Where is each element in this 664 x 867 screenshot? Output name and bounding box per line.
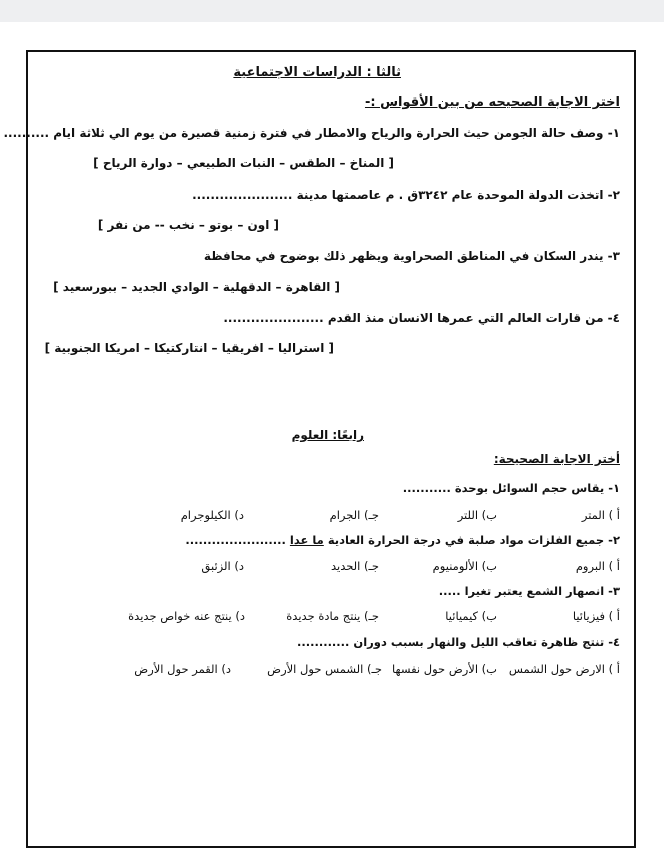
science-q2-option-d: د) الزئبق bbox=[201, 559, 244, 573]
science-q2-option-b: ب) الألومنيوم bbox=[432, 559, 497, 573]
top-band bbox=[0, 0, 664, 22]
science-q2-text-underlined: ما عدا bbox=[289, 533, 324, 547]
science-q4-option-b: ب) الأرض حول نفسها bbox=[392, 662, 497, 676]
social-q4-choices: [ استراليا – افريقيا – انتاركتيكا – امريكا الجنوبية ] bbox=[44, 341, 334, 355]
science-q3-option-a: أ ) فيزيائيا bbox=[572, 609, 620, 623]
science-q3-option-c: جـ) ينتج مادة جديدة bbox=[286, 609, 379, 623]
social-q2-choices: [ اون – بوتو – نخب -- من نفر ] bbox=[97, 218, 279, 232]
science-q1-text: ١- يقاس حجم السوائل بوحدة ........... bbox=[402, 481, 620, 495]
science-q1-option-d: د) الكيلوجرام bbox=[180, 508, 244, 522]
science-q3-option-d: د) ينتج عنه خواص جديدة bbox=[128, 609, 245, 623]
science-q2-text-main: ٢- جميع الفلزات مواد صلبة في درجة الحرارة العادية bbox=[327, 533, 620, 547]
science-q1-option-c: جـ) الجرام bbox=[329, 508, 379, 522]
science-q1-option-a: أ ) المتر bbox=[581, 508, 620, 522]
science-q4-text: ٤- تنتج ظاهرة تعاقب الليل والنهار بسبب دوران ............ bbox=[296, 635, 620, 649]
science-q4-option-a: أ ) الارض حول الشمس bbox=[508, 662, 620, 676]
science-q4-option-c: جـ) الشمس حول الأرض bbox=[267, 662, 382, 676]
social-q3-choices: [ القاهرة – الدقهلية – الوادي الجديد – ببورسعيد ] bbox=[53, 280, 340, 294]
social-q1-choices: [ المناخ – الطقس – النبات الطبيعي – دوارة الرياح ] bbox=[93, 156, 394, 170]
science-instruction: أختر الاجابة الصحيحة: bbox=[493, 452, 620, 466]
social-q4-text: ٤- من قارات العالم التي عمرها الانسان منذ القدم ...................... bbox=[223, 311, 620, 325]
social-instruction: اختر الاجابة الصحيحه من بين الأقواس :- bbox=[364, 95, 620, 110]
social-q1-text: ١- وصف حالة الجومن حيث الحرارة والرياح والامطار في فترة زمنية قصيرة من يوم الي ثلاثة ايام .......... bbox=[3, 126, 620, 140]
social-q2-text: ٢- اتخذت الدولة الموحدة عام ٣٢٤٢ق . م عاصمتها مدينة ...................... bbox=[192, 188, 620, 202]
science-q1-option-b: ب) اللتر bbox=[457, 508, 497, 522]
social-q3-text: ٣- يندر السكان في المناطق الصحراوية ويظهر ذلك بوضوح في محافظة bbox=[203, 249, 620, 263]
science-q2-text bbox=[185, 535, 620, 547]
science-q3-option-b: ب) كيميائيا bbox=[445, 609, 497, 623]
science-q2-option-c: جـ) الحديد bbox=[330, 559, 379, 573]
science-heading: رابعًا: العلوم bbox=[291, 428, 364, 442]
science-q4-option-d: د) القمر حول الأرض bbox=[134, 662, 231, 676]
science-q2-option-a: أ ) البروم bbox=[575, 559, 620, 573]
science-q2-text-tail: ....................... bbox=[185, 533, 290, 547]
science-q3-text: ٣- انصهار الشمع يعتبر تغيرا ..... bbox=[438, 584, 620, 598]
social-heading: ثالثا : الدراسات الاجتماعية bbox=[233, 65, 401, 80]
